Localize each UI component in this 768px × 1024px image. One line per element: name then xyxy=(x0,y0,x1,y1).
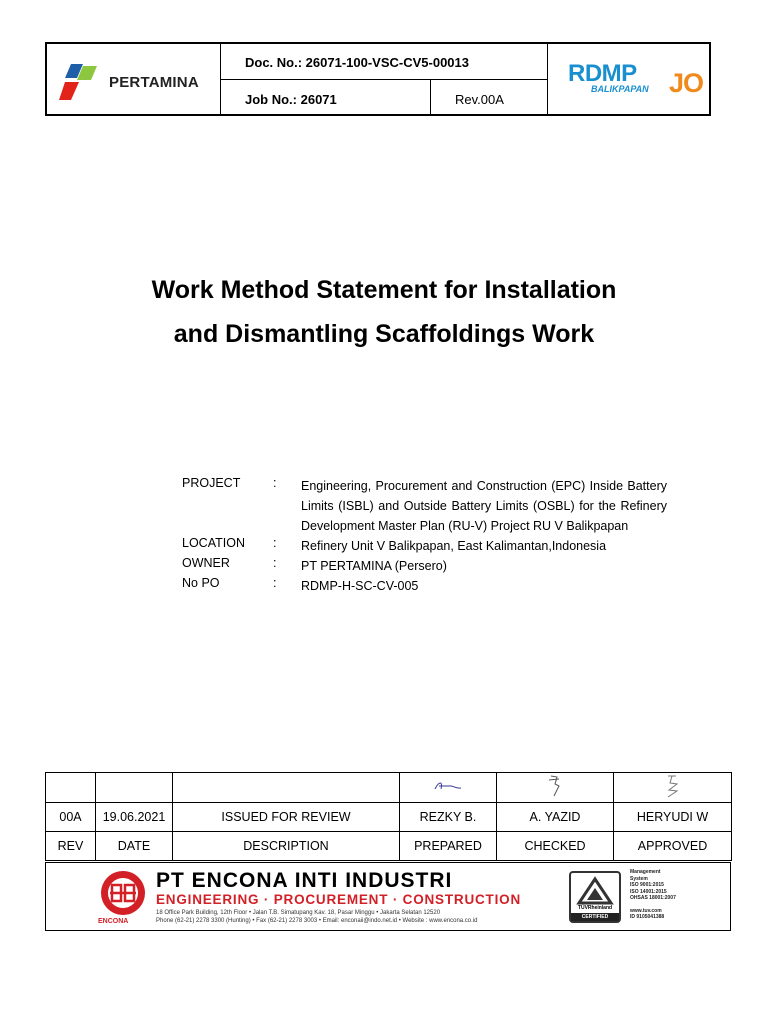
rdmp-logo-main: RDMP xyxy=(568,60,637,87)
column-header: DESCRIPTION xyxy=(173,832,400,861)
column-header: PREPARED xyxy=(400,832,497,861)
signature-cell xyxy=(400,773,497,803)
tuv-id: ID 9105041388 xyxy=(630,914,665,920)
signature-approved-icon xyxy=(662,773,684,799)
address-line: 18 Office Park Building, 12th Floor • Jalan T.B. Simatupang Kav. 18, Pasar Minggu • Jakarta Selatan 12520 xyxy=(156,910,441,916)
iso-line: OHSAS 18001:2007 xyxy=(630,895,676,901)
company-footer xyxy=(45,862,731,931)
signature-cell xyxy=(614,773,732,803)
column-header: CHECKED xyxy=(497,832,614,861)
signature-prepared-icon xyxy=(431,777,465,795)
title-line-2: and Dismantling Scaffoldings Work xyxy=(173,320,595,348)
info-row-po xyxy=(182,576,667,596)
info-label: PROJECT xyxy=(182,476,241,490)
table-cell: ISSUED FOR REVIEW xyxy=(173,803,400,832)
company-name: PT ENCONA INTI INDUSTRI xyxy=(156,869,453,892)
table-cell: A. YAZID xyxy=(497,803,614,832)
tuv-label: TÜVRheinland xyxy=(577,905,613,911)
info-value: Refinery Unit V Balikpapan, East Kalimantan,Indonesia xyxy=(301,539,607,553)
encona-brand-text: ENCONA xyxy=(98,918,129,925)
table-cell: 00A xyxy=(46,803,96,832)
info-colon: : xyxy=(273,576,277,590)
iso-line: ISO 9001:2015 xyxy=(630,882,664,888)
iso-line: System xyxy=(630,875,648,882)
signature-cell xyxy=(497,773,614,803)
info-row-project xyxy=(182,476,667,536)
table-cell xyxy=(46,773,96,803)
info-row-owner xyxy=(182,556,667,576)
title-line-1: Work Method Statement for Installation xyxy=(151,276,617,304)
info-value: Engineering, Procurement and Construction (EPC) Inside Battery Limits (ISBL) and Outside Battery Limits (OSBL) for the Refinery Development Master Plan (RU-V) Project RU V Balikpapan xyxy=(301,479,667,533)
table-cell xyxy=(96,773,173,803)
iso-standards xyxy=(630,869,726,921)
project-info xyxy=(182,476,667,596)
encona-logo-icon xyxy=(98,868,148,918)
table-header-row xyxy=(46,832,732,861)
revision-table xyxy=(45,772,732,861)
column-header: REV xyxy=(46,832,96,861)
signature-row xyxy=(46,773,732,803)
column-header: APPROVED xyxy=(614,832,732,861)
doc-number: Doc. No.: 26071-100-VSC-CV5-00013 xyxy=(221,44,548,80)
info-value: PT PERTAMINA (Persero) xyxy=(301,559,447,573)
company-tagline: ENGINEERING · PROCUREMENT · CONSTRUCTION xyxy=(156,892,522,907)
signature-checked-icon xyxy=(545,774,565,798)
company-address xyxy=(156,909,566,925)
tuv-certified-label: CERTIFIED xyxy=(571,913,619,921)
table-cell xyxy=(173,773,400,803)
tuv-site: www.tuv.com xyxy=(630,907,662,914)
iso-line: Management xyxy=(630,869,661,875)
info-label: LOCATION xyxy=(182,536,245,550)
pertamina-logo-text: PERTAMINA xyxy=(109,74,199,91)
iso-line: ISO 14001:2015 xyxy=(630,888,667,895)
pertamina-logo-icon xyxy=(57,62,105,102)
table-cell: REZKY B. xyxy=(400,803,497,832)
tuv-certification-badge xyxy=(569,871,621,923)
tuv-triangle-icon xyxy=(571,876,619,906)
info-value: RDMP-H-SC-CV-005 xyxy=(301,579,419,593)
contact-line: Phone (62-21) 2278 3300 (Hunting) • Fax (62-21) 2278 3003 • Email: enconaii@indo.net.id • Website : www.encona.co.id xyxy=(156,918,478,924)
revision-number: Rev.00A xyxy=(431,80,548,114)
info-colon: : xyxy=(273,536,277,550)
rdmp-logo xyxy=(548,44,709,114)
info-label: OWNER xyxy=(182,556,230,570)
table-cell: 19.06.2021 xyxy=(96,803,173,832)
column-header: DATE xyxy=(96,832,173,861)
table-cell: HERYUDI W xyxy=(614,803,732,832)
info-colon: : xyxy=(273,556,277,570)
job-number: Job No.: 26071 xyxy=(221,80,431,114)
pertamina-logo-cell xyxy=(47,44,221,114)
table-row xyxy=(46,803,732,832)
info-label: No PO xyxy=(182,576,220,590)
rdmp-logo-sub: BALIKPAPAN xyxy=(591,84,649,94)
document-title xyxy=(0,268,768,356)
info-colon: : xyxy=(273,476,277,490)
document-header xyxy=(45,42,711,116)
info-row-location xyxy=(182,536,667,556)
rdmp-logo-jo: JO xyxy=(669,68,704,98)
